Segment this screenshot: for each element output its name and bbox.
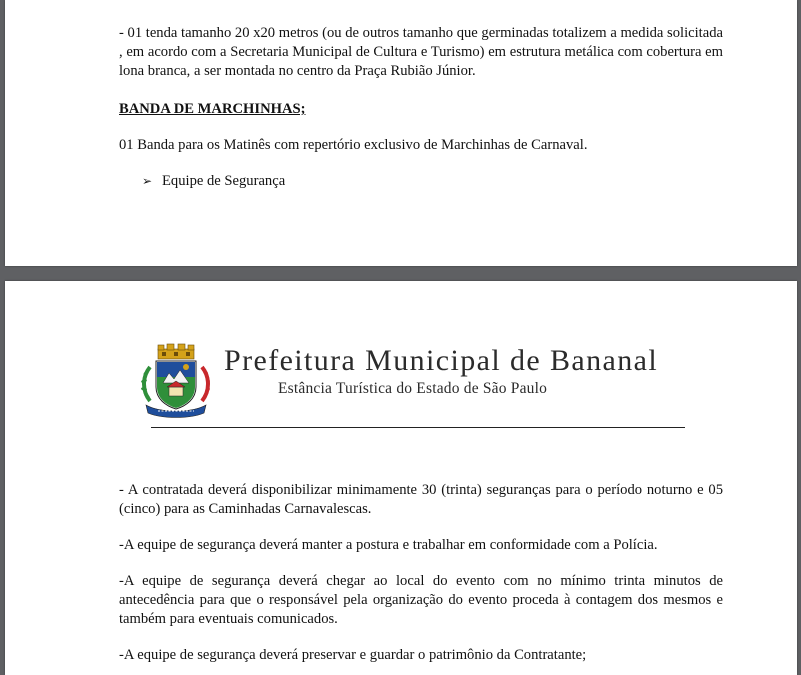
municipality-subtitle: Estância Turística do Estado de São Paulo	[278, 380, 548, 397]
band-heading: BANDA DE MARCHINHAS;	[119, 101, 306, 117]
band-paragraph: 01 Banda para os Matinês com repertório exclusivo de Marchinhas de Carnaval.	[119, 137, 588, 153]
paragraph-arrival: -A equipe de segurança deverá chegar ao local do evento com no mínimo trinta minutos de antecedência para que o responsável pela organização do evento proceda à contagem dos mesmos e também para eventuais comunicados.	[119, 573, 723, 627]
paragraph-security-staff: - A contratada deverá disponibilizar minimamente 30 (trinta) seguranças para o período noturno e 05 (cinco) para as Caminhadas Carnavalescas.	[119, 482, 723, 517]
paragraph-posture: -A equipe de segurança deverá manter a postura e trabalhar em conformidade com a Polícia.	[119, 537, 658, 553]
bullet-item-label: Equipe de Segurança	[162, 173, 286, 189]
municipality-title: Prefeitura Municipal de Bananal	[224, 344, 659, 377]
document-page-1	[5, 0, 797, 266]
paragraph-preserve: -A equipe de segurança deverá preservar e guardar o patrimônio da Contratante;	[119, 647, 587, 663]
document-page-2	[5, 281, 797, 675]
tent-paragraph: - 01 tenda tamanho 20 x20 metros (ou de outros tamanho que germinadas totalizem a medida solicitada , em acordo com a Secretaria Municipal de Cultura e Turismo) em estrutura metálica com cobertura em lona branca, a ser montada no centro da Praça Rubião Júnior.	[119, 25, 723, 79]
arrow-bullet-icon: ➢	[142, 174, 153, 188]
header-divider	[151, 427, 685, 428]
bullet-item-security	[142, 172, 285, 191]
municipal-coat-of-arms-icon	[136, 343, 216, 419]
